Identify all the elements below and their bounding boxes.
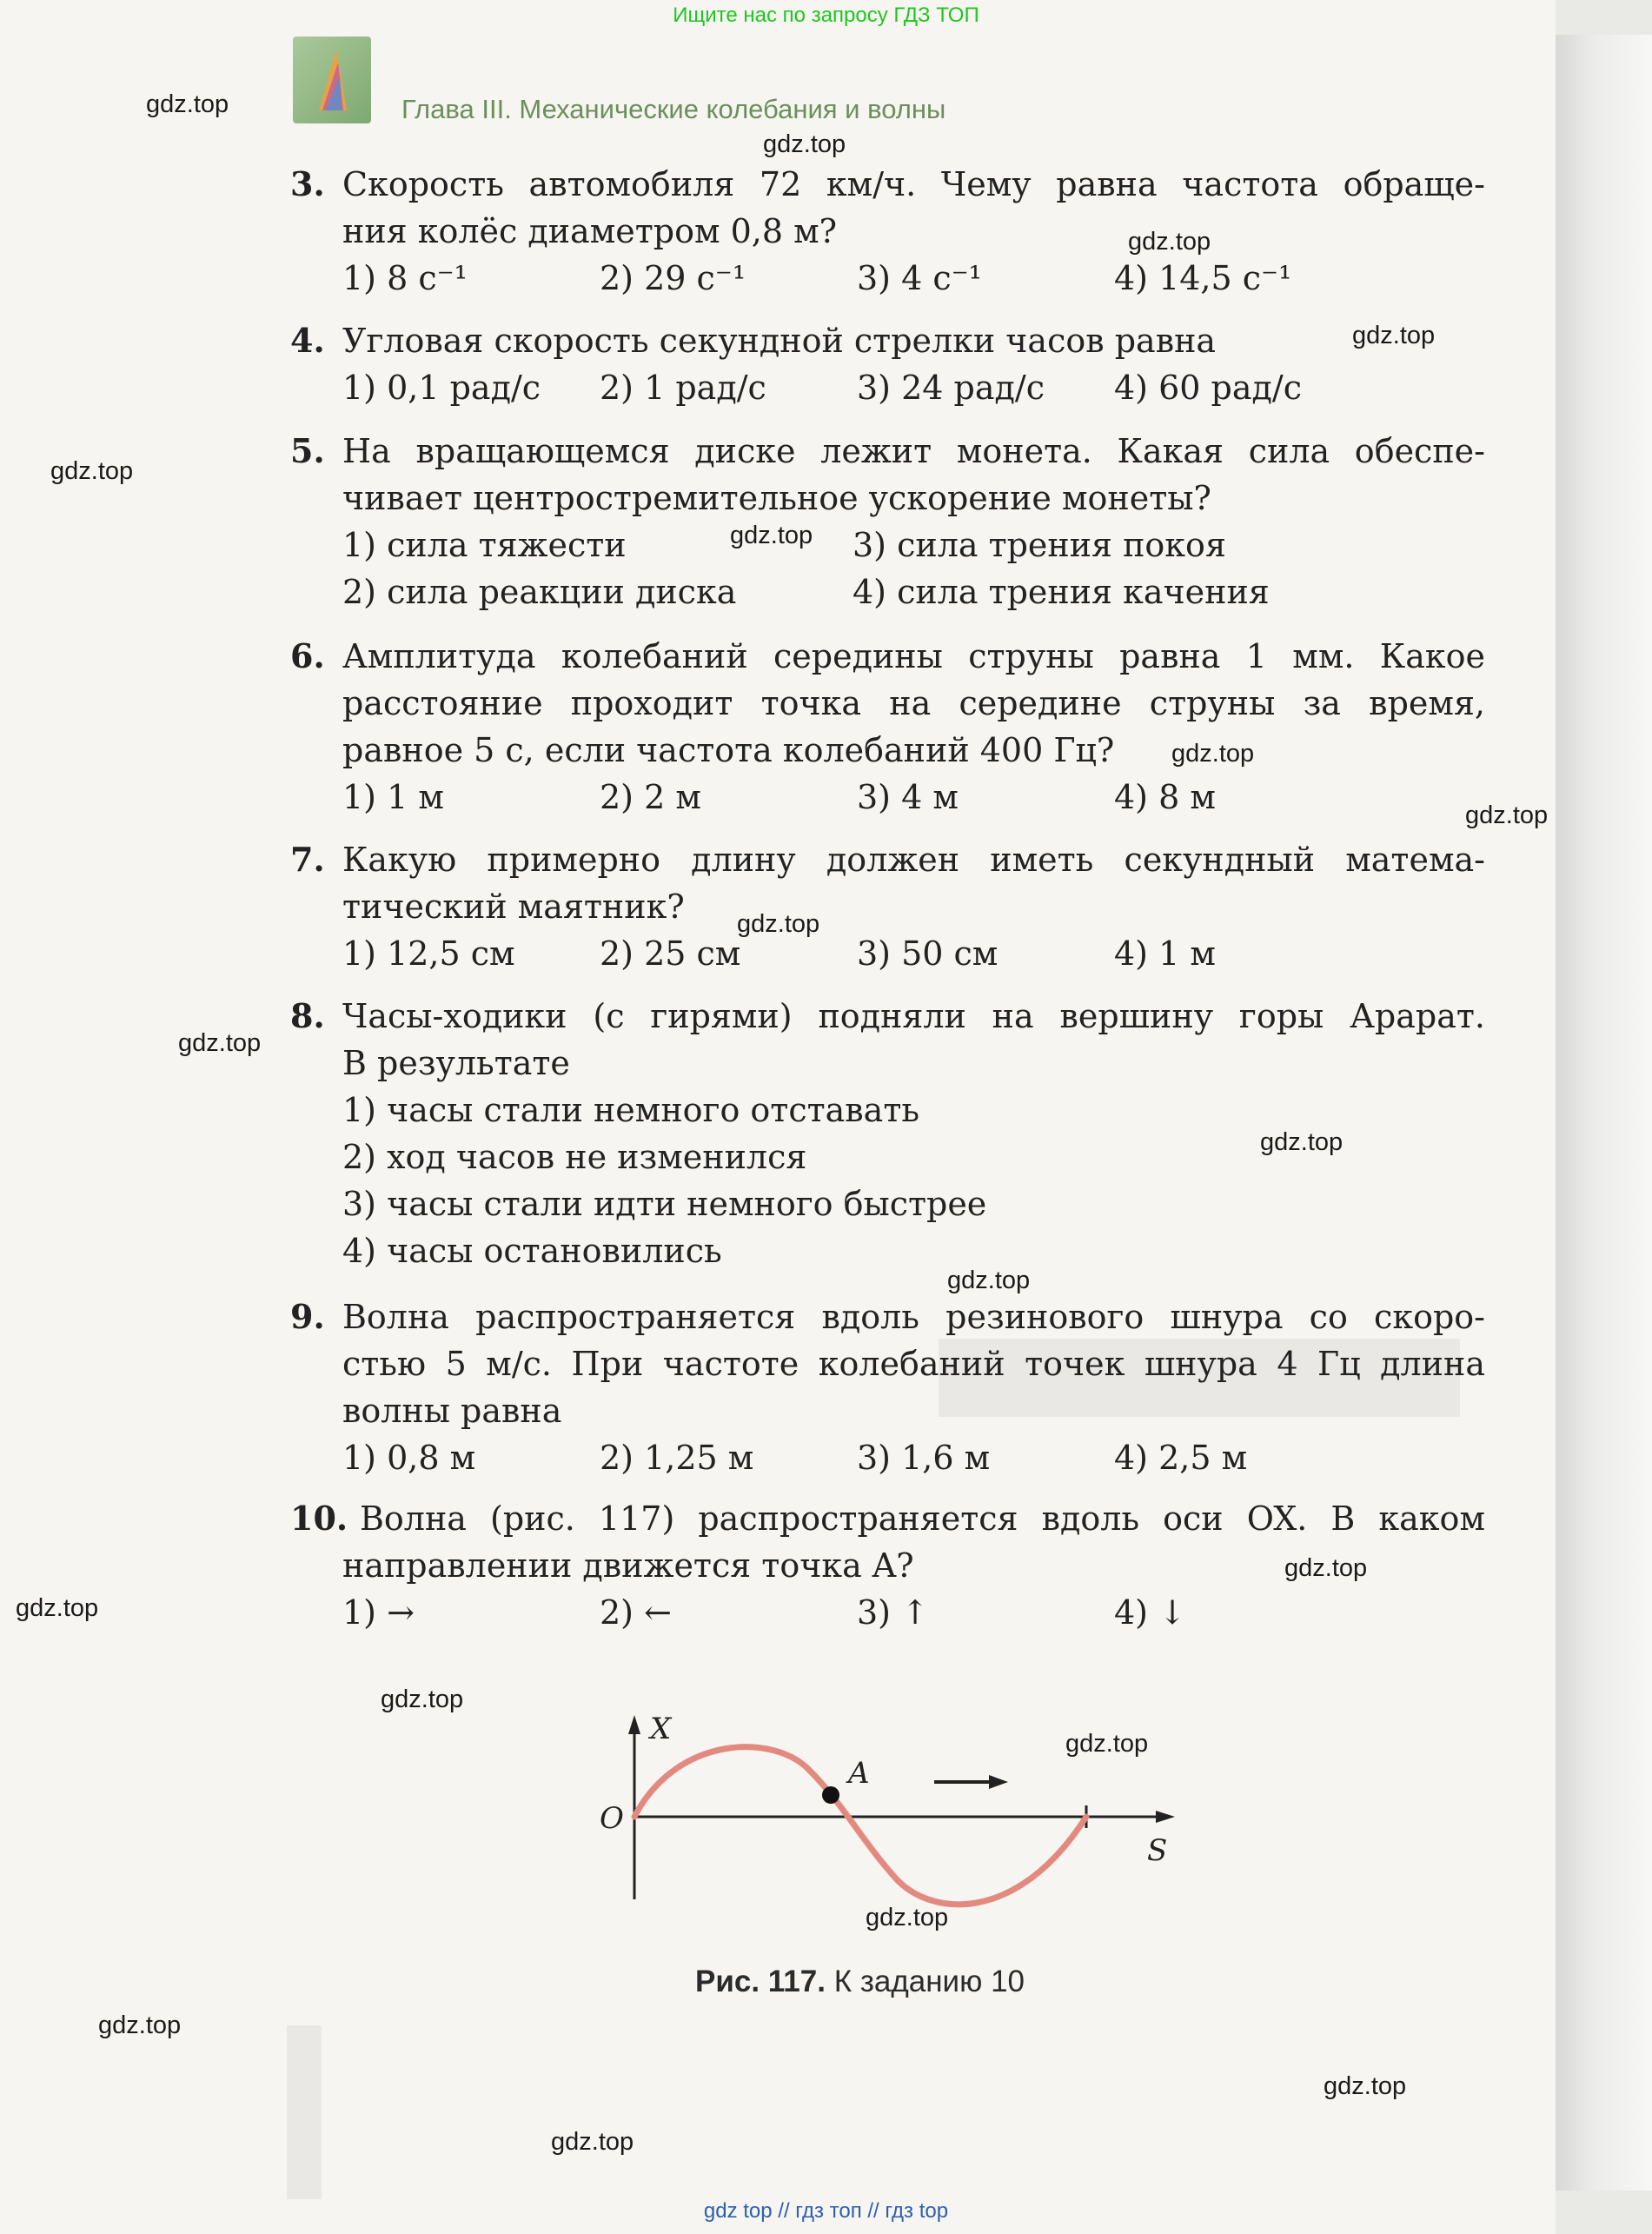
- answer-option: 1) 1 м: [342, 778, 444, 816]
- question-number: 6.: [290, 636, 325, 675]
- answer-options: [342, 1434, 1485, 1481]
- question-text: ния колёс диаметром 0,8 м?: [342, 212, 838, 250]
- question-5: [290, 428, 1485, 615]
- watermark: gdz.top: [1065, 1730, 1149, 1758]
- watermark: gdz.top: [1284, 1554, 1368, 1582]
- watermark: gdz.top: [866, 1904, 949, 1931]
- question-text: В результате: [342, 1044, 570, 1082]
- answer-option: 3) часы стали идти немного быстрее: [342, 1185, 987, 1223]
- figure-caption: [695, 1965, 1025, 1999]
- question-3: [290, 161, 1485, 302]
- answer-option: 1) 0,8 м: [342, 1439, 476, 1477]
- answer-options: [342, 568, 1485, 615]
- question-text: Волна (рис. 117) распространяется вдоль оси OX. В каком: [360, 1499, 1485, 1538]
- bottom-banner[interactable]: gdz top // гдз топ // гдз top: [703, 2199, 949, 2223]
- question-4: [290, 317, 1485, 411]
- answer-option: 1) сила тяжести: [342, 526, 627, 564]
- question-number: 5.: [290, 431, 325, 470]
- watermark: gdz.top: [50, 457, 134, 485]
- answer-option: 4) часы остановились: [342, 1232, 722, 1270]
- answer-option: 1) 12,5 см: [342, 934, 515, 973]
- question-text: тический маятник?: [342, 888, 685, 926]
- watermark: gdz.top: [1128, 228, 1211, 256]
- answer-option: 1) 0,1 рад/с: [342, 369, 541, 407]
- answer-option: 4) ↓: [1114, 1593, 1186, 1632]
- question-number: 7.: [290, 840, 325, 879]
- answer-options: [342, 522, 1485, 568]
- answer-options: [342, 255, 1485, 302]
- question-text: расстояние проходит точка на середине струны за время,: [342, 684, 1485, 722]
- answer-option: 2) ход часов не изменился: [342, 1138, 807, 1176]
- answer-option: 1) часы стали немного отставать: [342, 1091, 920, 1129]
- answer-option: 2) сила реакции диска: [342, 573, 737, 611]
- question-number: 3.: [290, 164, 325, 203]
- watermark: gdz.top: [551, 2128, 634, 2156]
- top-banner[interactable]: Ищите нас по запросу ГДЗ ТОП: [673, 3, 979, 27]
- watermark: gdz.top: [98, 2011, 182, 2039]
- axis-s-label: S: [1147, 1833, 1168, 1868]
- answer-option: 2) 1,25 м: [600, 1439, 754, 1477]
- chapter-title: Глава III. Механические колебания и волны: [401, 94, 946, 124]
- watermark: gdz.top: [730, 522, 813, 549]
- answer-option: 3) 1,6 м: [857, 1439, 991, 1477]
- answer-option: 3) 4 с⁻¹: [857, 259, 982, 297]
- watermark: gdz.top: [1324, 2072, 1407, 2100]
- watermark: gdz.top: [737, 910, 820, 938]
- point-a-dot: [822, 1786, 839, 1804]
- question-7: [290, 836, 1485, 977]
- watermark: gdz.top: [146, 90, 229, 118]
- caption-text: К заданию 10: [833, 1965, 1025, 1998]
- question-text: Волна распространяется вдоль резинового шнура со скоро-: [342, 1298, 1485, 1336]
- answer-option: 2) ←: [600, 1593, 672, 1632]
- answer-options: [342, 930, 1485, 977]
- axis-x-label: X: [650, 1712, 672, 1746]
- show-through-shadow: [287, 2025, 322, 2199]
- question-text: чивает центростремительное ускорение монеты?: [342, 479, 1211, 517]
- question-text: стью 5 м/с. При частоте колебаний точек шнура 4 Гц длина: [342, 1345, 1485, 1383]
- watermark: gdz.top: [1260, 1128, 1343, 1156]
- question-text: Скорость автомобиля 72 км/ч. Чему равна частота обраще-: [342, 165, 1485, 203]
- watermark: gdz.top: [763, 130, 846, 158]
- question-number: 4.: [290, 321, 325, 360]
- answer-option: 4) 8 м: [1114, 778, 1216, 816]
- page-edge: [1556, 35, 1652, 2191]
- watermark: gdz.top: [1171, 740, 1255, 768]
- answer-options: [342, 774, 1485, 821]
- question-number: 8.: [290, 996, 325, 1035]
- answer-option: 3) сила трения покоя: [853, 526, 1226, 564]
- watermark: gdz.top: [16, 1594, 99, 1622]
- answer-options: [342, 364, 1485, 411]
- watermark: gdz.top: [381, 1685, 464, 1713]
- watermark: gdz.top: [947, 1267, 1031, 1294]
- answer-options: [342, 1589, 1485, 1636]
- watermark: gdz.top: [178, 1029, 262, 1057]
- question-9: [290, 1293, 1485, 1481]
- answer-option: 1) →: [342, 1593, 415, 1632]
- answer-option: 2) 29 с⁻¹: [600, 259, 746, 297]
- answer-option: 4) 2,5 м: [1114, 1439, 1248, 1477]
- answer-option: 3) 4 м: [857, 778, 959, 816]
- question-number: 9.: [290, 1297, 325, 1336]
- watermark: gdz.top: [1465, 801, 1549, 829]
- x-axis-arrow-icon: [628, 1715, 640, 1734]
- question-text: Амплитуда колебаний середины струны равна 1 мм. Какое: [342, 637, 1485, 675]
- question-6: [290, 633, 1485, 821]
- origin-label: O: [600, 1801, 624, 1836]
- question-text: направлении движется точка A?: [342, 1546, 914, 1585]
- question-text: равное 5 с, если частота колебаний 400 Гц?: [342, 731, 1115, 769]
- answer-option: 3) ↑: [857, 1593, 929, 1632]
- question-text: На вращающемся диске лежит монета. Какая сила обеспе-: [342, 432, 1485, 470]
- question-text: Часы-ходики (с гирями) подняли на вершину горы Арарат.: [342, 997, 1485, 1035]
- watermark: gdz.top: [1352, 322, 1436, 349]
- question-text: Какую примерно длину должен иметь секундный матема-: [342, 841, 1485, 879]
- answer-option: 3) 24 рад/с: [857, 369, 1045, 407]
- answer-option: 4) сила трения качения: [853, 573, 1270, 611]
- caption-number: Рис. 117.: [695, 1965, 826, 1998]
- answer-option: 4) 60 рад/с: [1114, 369, 1302, 407]
- answer-option: 4) 1 м: [1114, 934, 1216, 973]
- answer-option: 2) 1 рад/с: [600, 369, 766, 407]
- question-text: Угловая скорость секундной стрелки часов равна: [342, 322, 1217, 360]
- question-text: волны равна: [342, 1392, 562, 1430]
- chapter-logo-icon: [293, 37, 371, 123]
- direction-arrow-icon: [989, 1775, 1008, 1789]
- answer-option: 1) 8 с⁻¹: [342, 259, 468, 297]
- answer-option: 4) 14,5 с⁻¹: [1114, 259, 1292, 297]
- answer-option: 3) 50 см: [857, 934, 998, 973]
- point-a-label: A: [848, 1756, 870, 1791]
- question-number: 10.: [290, 1499, 348, 1538]
- answer-option: 2) 25 см: [600, 934, 741, 973]
- s-axis-arrow-icon: [1156, 1811, 1175, 1823]
- answer-option: 2) 2 м: [600, 778, 701, 816]
